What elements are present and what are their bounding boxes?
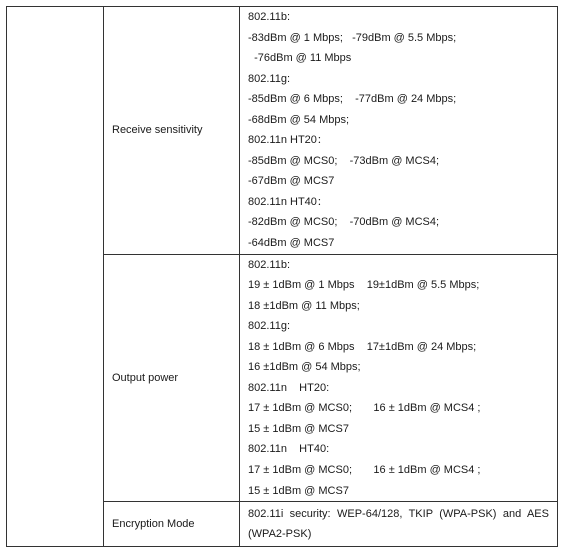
value-line: 18 ± 1dBm @ 6 Mbps 17±1dBm @ 24 Mbps; [248, 340, 477, 353]
value-line: -64dBm @ MCS7 [248, 237, 335, 250]
blank-group-cell [7, 7, 104, 547]
row-value-encryption-mode [240, 502, 558, 547]
value-line: 802.11n HT40： [248, 195, 328, 208]
row-value-receive-sensitivity [240, 7, 558, 255]
value-line: -76dBm @ 11 Mbps [248, 52, 352, 65]
value-line: 15 ± 1dBm @ MCS7 [248, 484, 349, 497]
value-line: 802.11n HT20： [248, 134, 328, 147]
value-line: 802.11g: [248, 320, 291, 333]
value-line: -83dBm @ 1 Mbps; -79dBm @ 5.5 Mbps; [248, 31, 457, 44]
value-line: -82dBm @ MCS0; -70dBm @ MCS4; [248, 216, 440, 229]
row-label-output-power: Output power [104, 254, 240, 502]
value-line: 19 ± 1dBm @ 1 Mbps 19±1dBm @ 5.5 Mbps; [248, 279, 480, 292]
value-line: 17 ± 1dBm @ MCS0; 16 ± 1dBm @ MCS4 ; [248, 464, 481, 477]
spec-table [6, 6, 558, 547]
value-line: 17 ± 1dBm @ MCS0; 16 ± 1dBm @ MCS4 ; [248, 402, 481, 415]
value-line: 802.11b: [248, 11, 291, 23]
encryption-text: 802.11i security: WEP-64/128, TKIP (WPA-PSK) and AES (WPA2-PSK) [248, 508, 549, 541]
value-line: 802.11n HT40: [248, 443, 330, 456]
value-line: 18 ±1dBm @ 11 Mbps; [248, 299, 360, 312]
value-line: -68dBm @ 54 Mbps; [248, 113, 350, 126]
value-line: -67dBm @ MCS7 [248, 175, 335, 188]
row-value-output-power [240, 254, 558, 502]
table-row-receive-sensitivity [7, 7, 558, 255]
row-label-encryption-mode: Encryption Mode [104, 502, 240, 547]
value-line: 16 ±1dBm @ 54 Mbps; [248, 361, 361, 374]
value-line: 15 ± 1dBm @ MCS7 [248, 422, 349, 435]
value-line: 802.11g: [248, 72, 291, 85]
value-line: 802.11b: [248, 258, 291, 271]
row-label-receive-sensitivity: Receive sensitivity [104, 7, 240, 255]
value-line: 802.11n HT20: [248, 381, 330, 394]
value-line: -85dBm @ MCS0; -73dBm @ MCS4; [248, 154, 440, 167]
value-line: -85dBm @ 6 Mbps; -77dBm @ 24 Mbps; [248, 93, 457, 106]
